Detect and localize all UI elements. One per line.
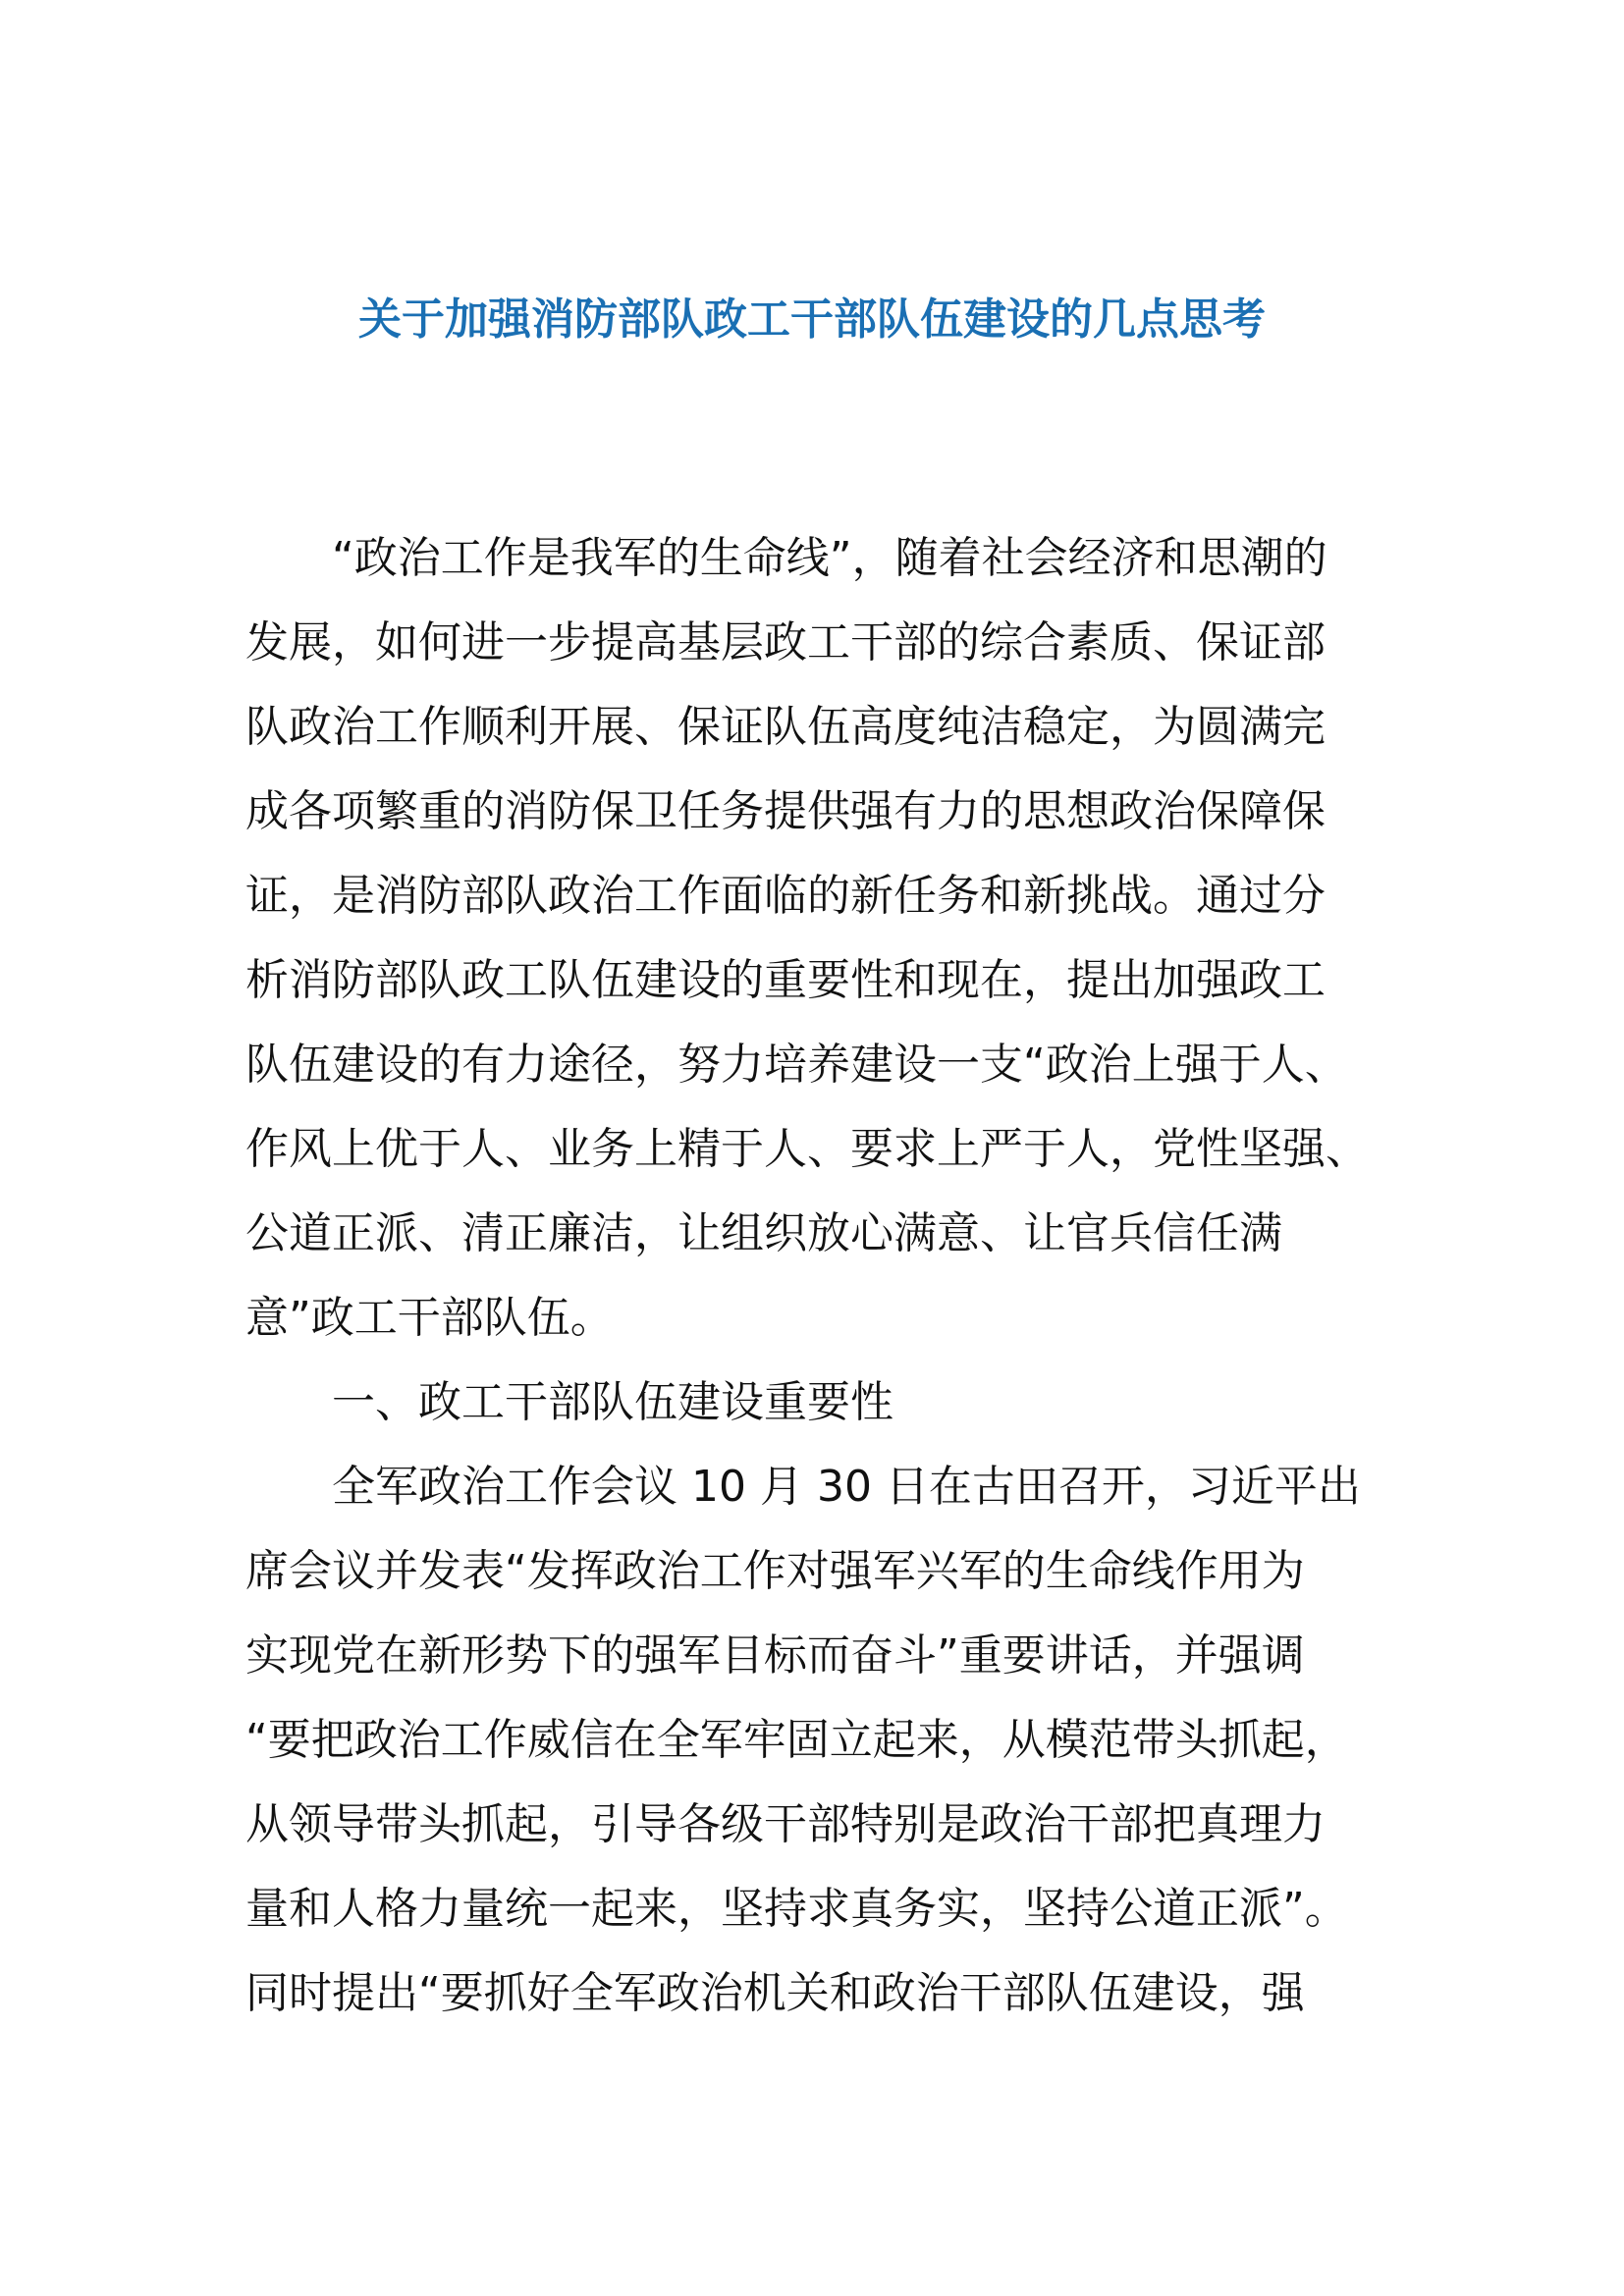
- body-line: 席会议并发表“发挥政治工作对强军兴军的生命线作用为: [245, 1546, 1305, 1596]
- body-line: 队政治工作顺利开展、保证队伍高度纯洁稳定，为圆满完: [245, 702, 1326, 752]
- body-line: 全军政治工作会议 10 月 30 日在古田召开，习近平出: [245, 1462, 1361, 1512]
- body-line: 证，是消防部队政治工作面临的新任务和新挑战。通过分: [245, 871, 1326, 921]
- body-line: 意”政工干部队伍。: [245, 1293, 614, 1343]
- body-line: 实现党在新形势下的强军目标而奋斗”重要讲话，并强调: [245, 1630, 1305, 1681]
- body-line: “政治工作是我军的生命线”，随着社会经济和思潮的: [245, 533, 1327, 583]
- section-heading: 一、政工干部队伍建设重要性: [245, 1377, 893, 1427]
- body-line: 成各项繁重的消防保卫任务提供强有力的思想政治保障保: [245, 786, 1326, 836]
- document-body: [245, 516, 1384, 2036]
- body-line: 同时提出“要抓好全军政治机关和政治干部队伍建设，强: [245, 1968, 1305, 2018]
- body-line: 公道正派、清正廉洁，让组织放心满意、让官兵信任满: [245, 1208, 1282, 1258]
- document-title: 关于加强消防部队政工干部队伍建设的几点思考: [358, 294, 1266, 345]
- body-line: 队伍建设的有力途径，努力培养建设一支“政治上强于人、: [245, 1040, 1348, 1090]
- body-line: 发展，如何进一步提高基层政工干部的综合素质、保证部: [245, 617, 1326, 667]
- body-line: “要把政治工作威信在全军牢固立起来，从模范带头抓起，: [245, 1715, 1348, 1765]
- body-line: 作风上优于人、业务上精于人、要求上严于人，党性坚强、: [245, 1124, 1369, 1174]
- body-line: 从领导带头抓起，引导各级干部特别是政治干部把真理力: [245, 1799, 1326, 1849]
- body-line: 析消防部队政工队伍建设的重要性和现在，提出加强政工: [245, 955, 1326, 1005]
- body-line: 量和人格力量统一起来，坚持求真务实，坚持公道正派”。: [245, 1884, 1348, 1934]
